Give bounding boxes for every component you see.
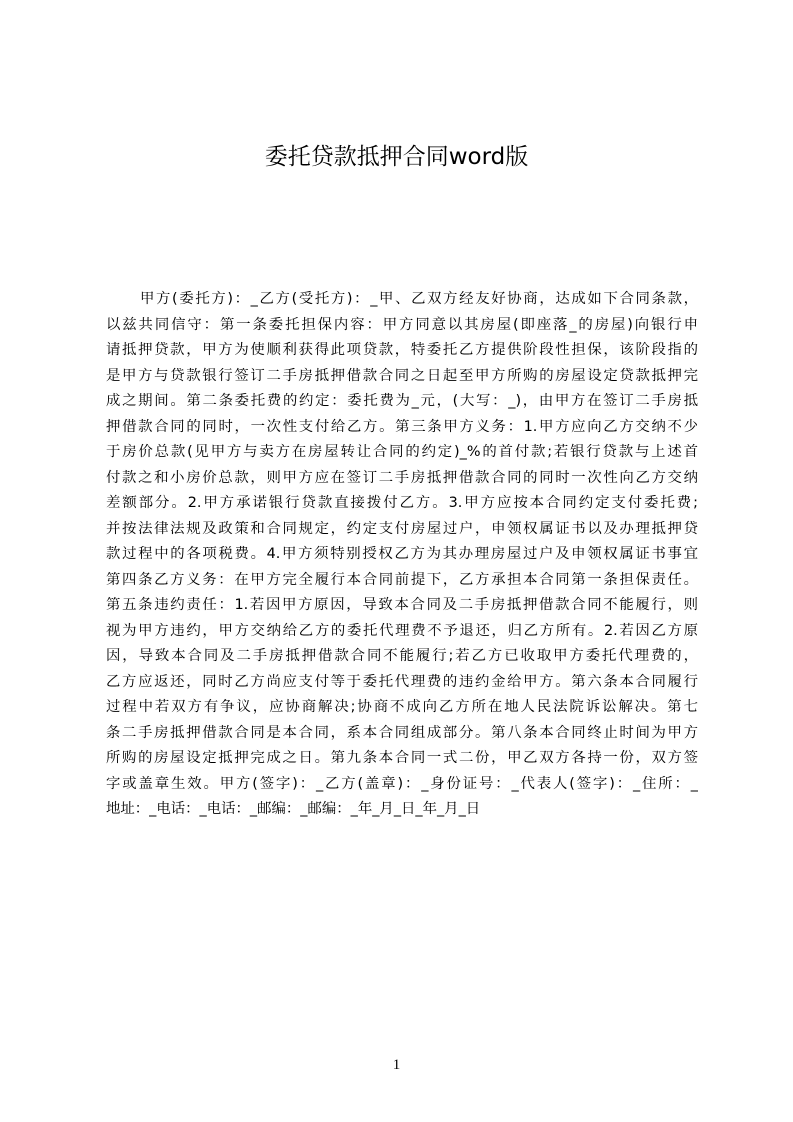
body-line: 款过程中的各项税费。4.甲方须特别授权乙方为其办理房屋过户及申领权属证书事宜 <box>106 546 698 562</box>
body-line: 第四条乙方义务：在甲方完全履行本合同前提下，乙方承担本合同第一条担保责任。 <box>106 571 698 588</box>
body-line: 成之期间。第二条委托费的约定：委托费为_元，(大写：_)，由甲方在签订二手房抵 <box>106 393 698 409</box>
body-line: 差额部分。2.甲方承诺银行贷款直接拨付乙方。3.甲方应按本合同约定支付委托费; <box>106 495 698 511</box>
page-number: 1 <box>392 1057 401 1073</box>
body-line: 于房价总款(见甲方与卖方在房屋转让合同的约定)_%的首付款;若银行贷款与上述首 <box>106 444 698 460</box>
document-body <box>106 287 698 823</box>
body-line: 是甲方与贷款银行签订二手房抵押借款合同之日起至甲方所购的房屋设定贷款抵押完 <box>106 367 698 384</box>
body-line: 付款之和小房价总款，则甲方应在签订二手房抵押借款合同的同时一次性向乙方交纳 <box>106 469 698 486</box>
body-line: 甲方(委托方)：_乙方(受托方)：_甲、乙双方经友好协商，达成如下合同条款， <box>140 291 698 307</box>
body-line: 乙方应返还，同时乙方尚应支付等于委托代理费的违约金给甲方。第六条本合同履行 <box>106 673 698 690</box>
body-line: 条二手房抵押借款合同是本合同，系本合同组成部分。第八条本合同终止时间为甲方 <box>106 724 698 741</box>
body-line: 请抵押贷款，甲方为使顺利获得此项贷款，特委托乙方提供阶段性担保，该阶段指的 <box>106 342 698 358</box>
body-line: 过程中若双方有争议，应协商解决;协商不成向乙方所在地人民法院诉讼解决。第七 <box>106 699 698 715</box>
document-title: 委托贷款抵押合同word版 <box>264 144 529 170</box>
body-line: 押借款合同的同时，一次性支付给乙方。第三条甲方义务：1.甲方应向乙方交纳不少 <box>106 418 698 435</box>
body-line: 以兹共同信守：第一条委托担保内容：甲方同意以其房屋(即座落_的房屋)向银行申 <box>106 316 698 333</box>
body-line: 视为甲方违约，甲方交纳给乙方的委托代理费不予退还，归乙方所有。2.若因乙方原 <box>106 622 698 639</box>
body-line: 因，导致本合同及二手房抵押借款合同不能履行;若乙方已收取甲方委托代理费的， <box>106 648 698 664</box>
body-line: 字或盖章生效。甲方(签字)：_乙方(盖章)：_身份证号：_代表人(签字)：_住所：_ <box>106 775 698 792</box>
body-line: 第五条违约责任：1.若因甲方原因，导致本合同及二手房抵押借款合同不能履行，则 <box>106 597 698 613</box>
body-line: 地址：_电话：_电话：_邮编：_邮编：_年_月_日_年_月_日 <box>106 801 481 817</box>
body-line: 并按法律法规及政策和合同规定，约定支付房屋过户，申领权属证书以及办理抵押贷 <box>106 520 698 537</box>
body-line: 所购的房屋设定抵押完成之日。第九条本合同一式二份，甲乙双方各持一份，双方签 <box>106 750 698 766</box>
